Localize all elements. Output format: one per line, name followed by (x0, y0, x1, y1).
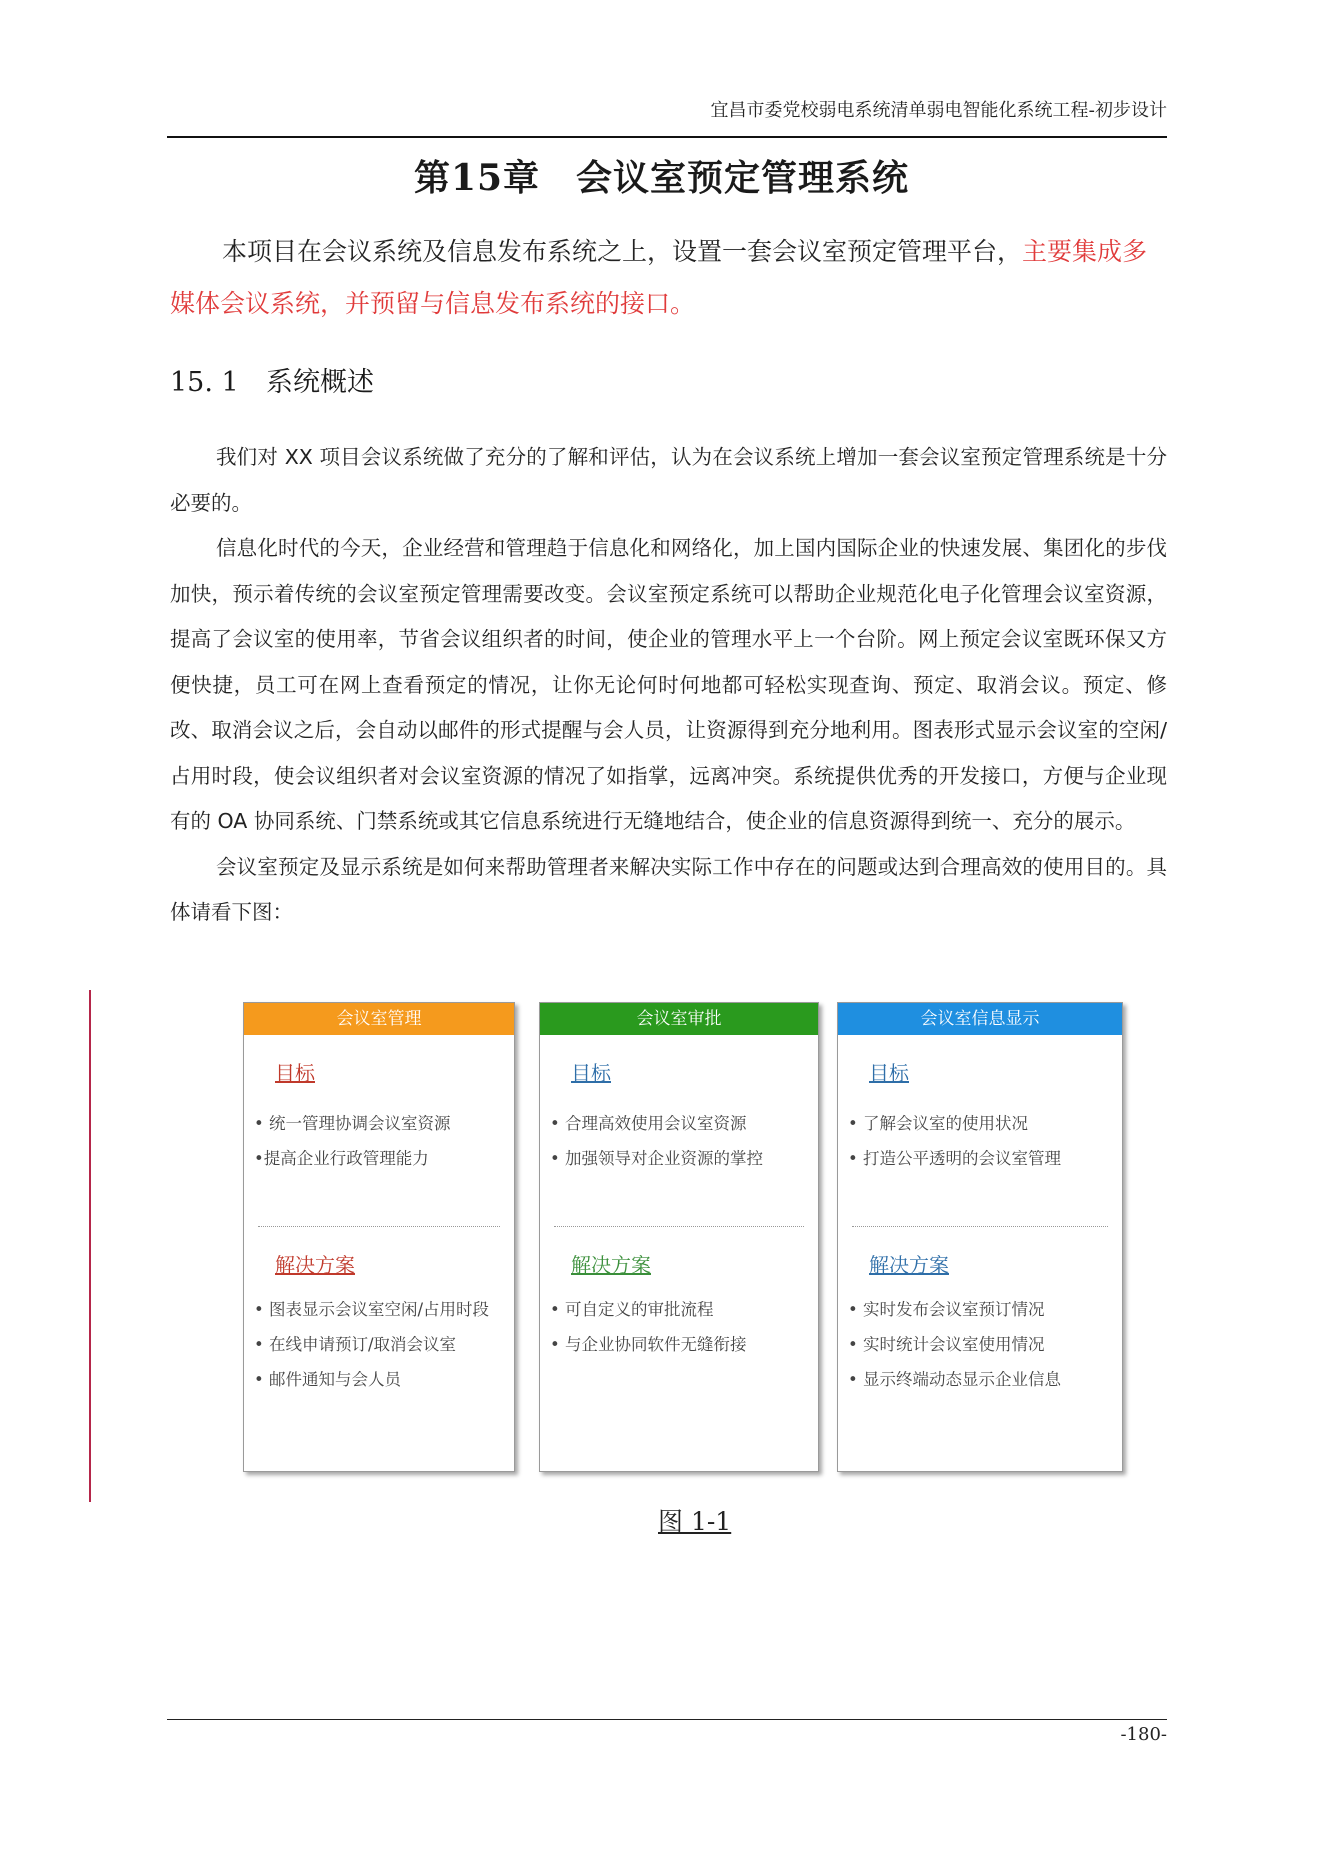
page-header: 宜昌市委党校弱电系统清单弱电智能化系统工程-初步设计 (710, 100, 1167, 121)
solution-item: • 邮件通知与会人员 (254, 1370, 401, 1389)
goal-item: • 统一管理协调会议室资源 (254, 1114, 451, 1133)
solution-heading: 解决方案 (571, 1253, 651, 1277)
solution-item: • 可自定义的审批流程 (550, 1300, 714, 1319)
divider (852, 1226, 1108, 1227)
solution-item: • 显示终端动态显示企业信息 (848, 1370, 1061, 1389)
solution-list (244, 1292, 514, 1397)
solution-item: • 与企业协同软件无缝衔接 (550, 1335, 747, 1354)
goal-heading: 目标 (571, 1061, 611, 1085)
goal-item: • 打造公平透明的会议室管理 (848, 1149, 1061, 1168)
chapter-number: 第15章 (413, 157, 541, 199)
goal-item: •提高企业行政管理能力 (254, 1149, 429, 1168)
panel-meeting-room-info-display (837, 1002, 1123, 1472)
figure-caption: 图 1-1 (658, 1507, 732, 1536)
panel-title: 会议室信息显示 (838, 1003, 1122, 1035)
margin-revision-line (89, 990, 91, 1502)
solution-item: • 实时统计会议室使用情况 (848, 1335, 1045, 1354)
divider (554, 1226, 804, 1227)
chapter-name: 会议室预定管理系统 (576, 157, 910, 199)
goal-item: • 了解会议室的使用状况 (848, 1114, 1028, 1133)
goal-heading: 目标 (869, 1061, 909, 1085)
goal-heading: 目标 (275, 1061, 315, 1085)
paragraph: 会议室预定及显示系统是如何来帮助管理者来解决实际工作中存在的问题或达到合理高效的使用目的。具体请看下图： (170, 854, 1167, 924)
solution-list (540, 1292, 818, 1362)
intro-text: 本项目在会议系统及信息发布系统之上，设置一套会议室预定管理平台， (222, 237, 1023, 266)
header-rule (167, 136, 1167, 138)
solution-item: • 图表显示会议室空闲/占用时段 (254, 1300, 490, 1319)
intro-highlight: 主要集成多媒体会议系统，并预留与信息发布系统的接口。 (170, 237, 1148, 318)
paragraph: 我们对 XX 项目会议系统做了充分的了解和评估，认为在会议系统上增加一套会议室预定管理系统是十分必要的。 (170, 445, 1167, 515)
goal-item: • 加强领导对企业资源的掌控 (550, 1149, 763, 1168)
solution-list (838, 1292, 1122, 1397)
solution-heading: 解决方案 (869, 1253, 949, 1277)
solution-item: • 在线申请预订/取消会议室 (254, 1335, 457, 1354)
panel-meeting-room-management (243, 1002, 515, 1472)
goal-item: • 合理高效使用会议室资源 (550, 1114, 747, 1133)
chapter-title (0, 150, 1323, 201)
goal-list (540, 1106, 818, 1226)
goal-list (244, 1106, 514, 1226)
divider (258, 1226, 500, 1227)
page-number: -180- (1120, 1724, 1167, 1745)
solution-item: • 实时发布会议室预订情况 (848, 1300, 1045, 1319)
intro-paragraph (170, 226, 1167, 330)
solution-heading: 解决方案 (275, 1253, 355, 1277)
section-title: 系统概述 (266, 367, 374, 398)
body-text (170, 435, 1167, 936)
goal-list (838, 1106, 1122, 1226)
panel-title: 会议室管理 (244, 1003, 514, 1035)
paragraph: 信息化时代的今天，企业经营和管理趋于信息化和网络化，加上国内国际企业的快速发展、集团化的步伐加快，预示着传统的会议室预定管理需要改变。会议室预定系统可以帮助企业规范化电子化管理会议室资源，提高了会议室的使用率，节省会议组织者的时间，使企业的管理水平上一个台阶。网上预定会议室既环保又方便快捷，员工可在网上查看预定的情况，让你无论何时何地都可轻松实现查询、预定、取消会议。预定、修改、取消会议之后，会自动以邮件的形式提醒与会人员，让资源得到充分地利用。图表形式显示会议室的空闲/占用时段，使会议组织者对会议室资源的情况了如指掌，远离冲突。系统提供优秀的开发接口，方便与企业现有的 OA 协同系统、门禁系统或其它信息系统进行无缝地结合，使企业的信息资源得到统一、充分的展示。 (170, 536, 1167, 833)
section-heading (170, 360, 374, 399)
panel-title: 会议室审批 (540, 1003, 818, 1035)
section-number: 15. 1 (170, 367, 239, 398)
panel-meeting-room-approval (539, 1002, 819, 1472)
footer-rule (167, 1719, 1167, 1720)
